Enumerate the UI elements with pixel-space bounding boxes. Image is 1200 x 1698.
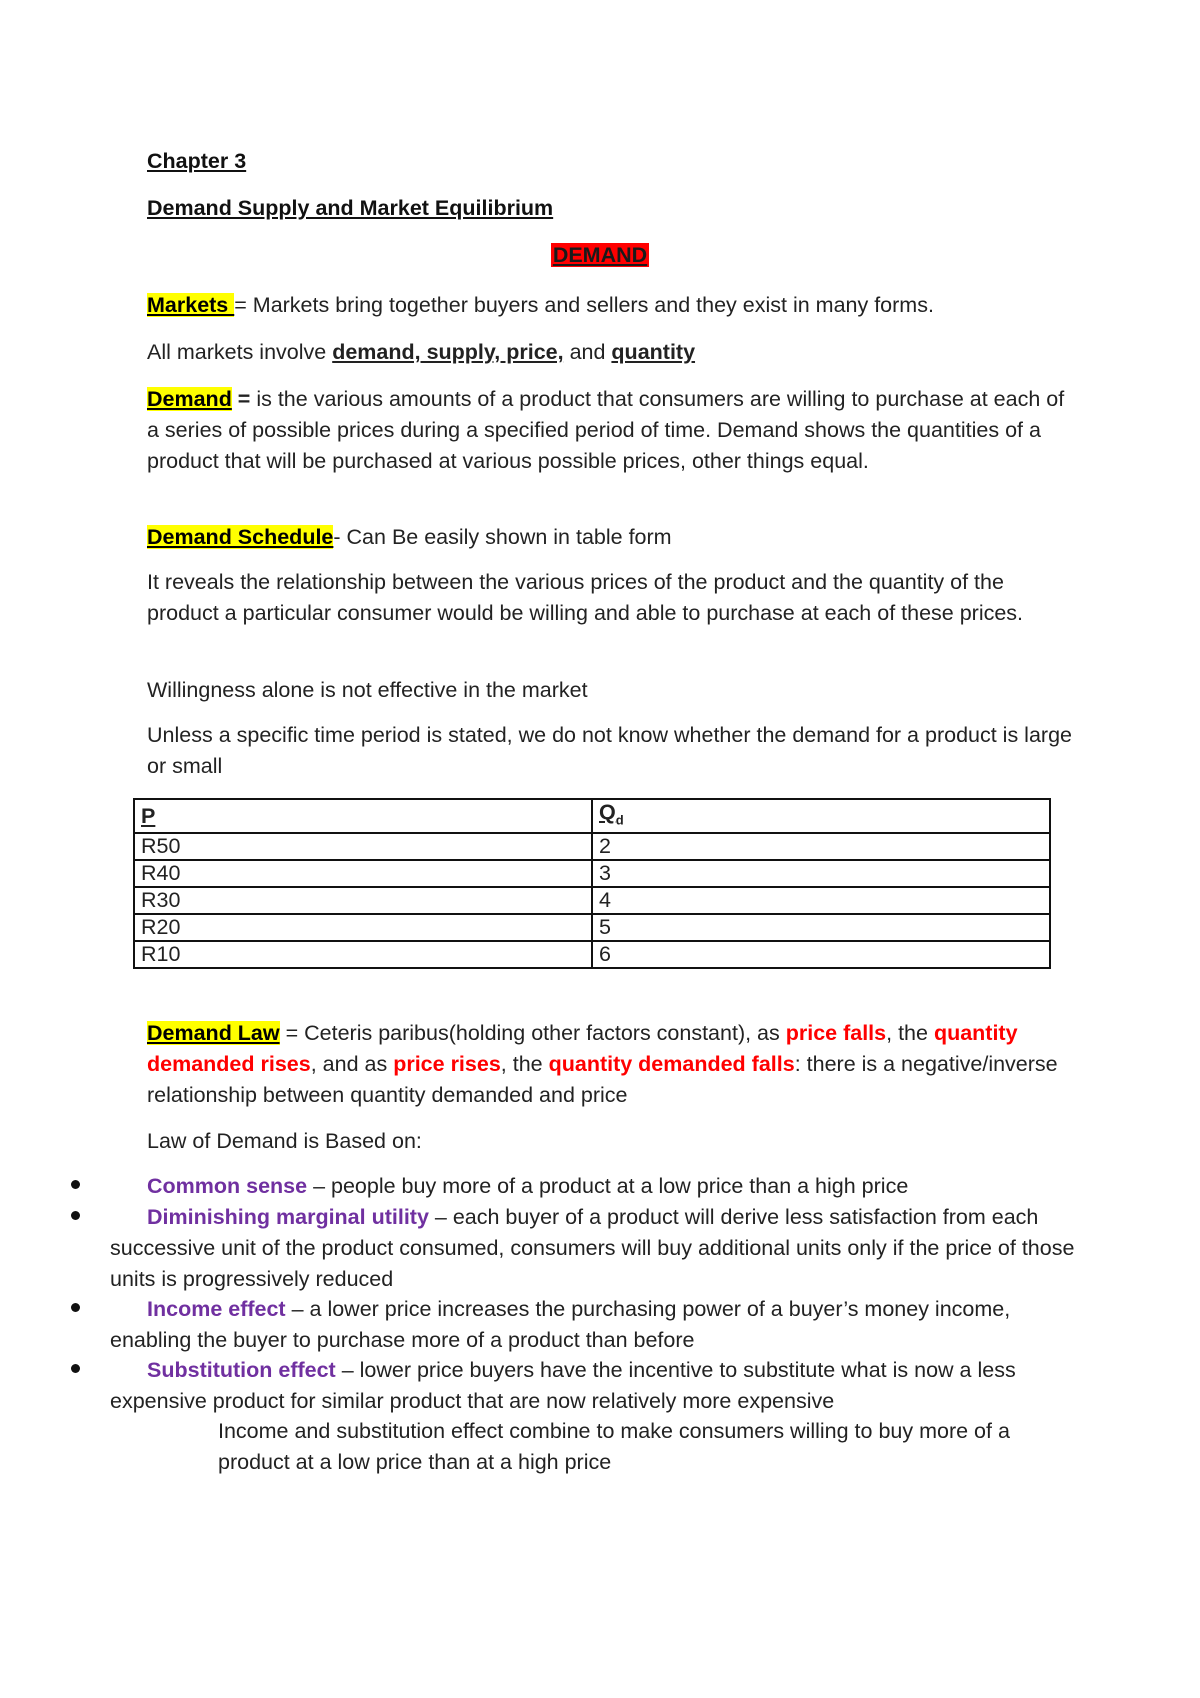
unless-paragraph: Unless a specific time period is stated, we do not know whether the demand for a product is large or small — [147, 723, 1072, 778]
closing-note: Income and substitution effect combine to make consumers willing to buy more of a product at a low price than at a high price — [218, 1419, 1010, 1474]
law-text-5: : there is a negative/inverse relationship between quantity demanded and price — [147, 1052, 1058, 1107]
table-row — [134, 887, 1050, 914]
law-red-4: quantity demanded falls — [548, 1052, 795, 1076]
bullet-term: Diminishing marginal utility — [147, 1205, 429, 1229]
demand-schedule-text: - Can Be easily shown in table form — [333, 525, 672, 549]
all-markets-prefix: All markets involve — [147, 340, 333, 364]
demand-law-term: Demand Law — [147, 1021, 280, 1045]
all-markets-mid: and — [563, 340, 612, 364]
all-markets-bold: demand, supply, price, — [332, 340, 564, 364]
list-item — [60, 1355, 1080, 1417]
header-p: P — [134, 799, 592, 833]
markets-text: = Markets bring together buyers and sellers and they exist in many forms. — [234, 293, 934, 317]
section-title-text: DEMAND — [552, 243, 648, 267]
cell-price: R20 — [134, 914, 592, 941]
bullet-term: Substitution effect — [147, 1358, 336, 1382]
all-markets-end: quantity — [611, 340, 696, 364]
header-q-text: Q — [599, 800, 616, 824]
demand-schedule-paragraph — [147, 522, 1077, 553]
cell-quantity: 3 — [592, 860, 1050, 887]
based-on-paragraph: Law of Demand is Based on: — [147, 1129, 422, 1153]
demand-law-paragraph — [147, 1018, 1077, 1111]
cell-quantity: 2 — [592, 833, 1050, 860]
all-markets-paragraph — [147, 337, 1077, 368]
law-text-1: = Ceteris paribus(holding other factors constant), as — [279, 1021, 786, 1045]
law-text-2: , the — [886, 1021, 934, 1045]
law-red-2: quantity demanded rises — [147, 1021, 1018, 1076]
bullet-dot-icon — [71, 1180, 80, 1189]
markets-paragraph — [147, 290, 1077, 321]
table-row — [134, 914, 1050, 941]
law-text-4: , the — [500, 1052, 549, 1076]
table-row — [134, 833, 1050, 860]
bullet-dot-icon — [71, 1364, 80, 1373]
chapter-heading: Chapter 3 — [147, 149, 247, 173]
table-row — [134, 860, 1050, 887]
bullet-dot-icon — [71, 1303, 80, 1312]
chapter-subtitle: Demand Supply and Market Equilibrium — [147, 196, 554, 220]
markets-term: Markets — [147, 293, 235, 317]
bullet-term: Common sense — [147, 1174, 308, 1198]
willingness-paragraph: Willingness alone is not effective in the market — [147, 678, 588, 702]
demand-schedule-table — [133, 798, 1051, 969]
demand-def-text: is the various amounts of a product that consumers are willing to purchase at each of a series of possible prices during a specified period of time. Demand shows the quantities of a product that will be purchased at various possible prices, other things equal. — [147, 387, 1065, 473]
cell-price: R30 — [134, 887, 592, 914]
cell-quantity: 6 — [592, 941, 1050, 968]
list-item — [60, 1294, 1080, 1356]
demand-schedule-term: Demand Schedule — [147, 525, 334, 549]
bullet-term: Income effect — [147, 1297, 286, 1321]
cell-quantity: 5 — [592, 914, 1050, 941]
bullet-text: – each buyer of a product will derive less satisfaction from each successive unit of the product consumed, consumers will buy additional units only if the price of those units is progressively reduced — [110, 1205, 1075, 1291]
reveals-paragraph: It reveals the relationship between the various prices of the product and the quantity of the product a particular consumer would be willing and able to purchase at each of these prices. — [147, 570, 1024, 625]
bullet-dot-icon — [71, 1211, 80, 1220]
bullet-text: – people buy more of a product at a low price than a high price — [307, 1174, 909, 1198]
table-row — [134, 941, 1050, 968]
cell-quantity: 4 — [592, 887, 1050, 914]
demand-eq: = — [231, 387, 251, 411]
demand-term: Demand — [147, 387, 232, 411]
cell-price: R10 — [134, 941, 592, 968]
demand-definition — [147, 384, 1077, 477]
list-item — [60, 1202, 1080, 1295]
header-qd — [592, 799, 1050, 833]
table-header-row — [134, 799, 1050, 833]
bullet-text: – lower price buyers have the incentive to substitute what is now a less expensive product for similar product that are now relatively more expensive — [110, 1358, 1016, 1413]
list-item — [60, 1171, 1080, 1202]
law-red-3: price rises — [393, 1052, 501, 1076]
header-q-sub: d — [615, 812, 624, 828]
law-text-3: , and as — [310, 1052, 394, 1076]
law-red-1: price falls — [785, 1021, 887, 1045]
bullet-text: – a lower price increases the purchasing power of a buyer’s money income, enabling the buyer to purchase more of a product than before — [110, 1297, 1011, 1352]
cell-price: R50 — [134, 833, 592, 860]
cell-price: R40 — [134, 860, 592, 887]
section-title — [0, 240, 1200, 271]
